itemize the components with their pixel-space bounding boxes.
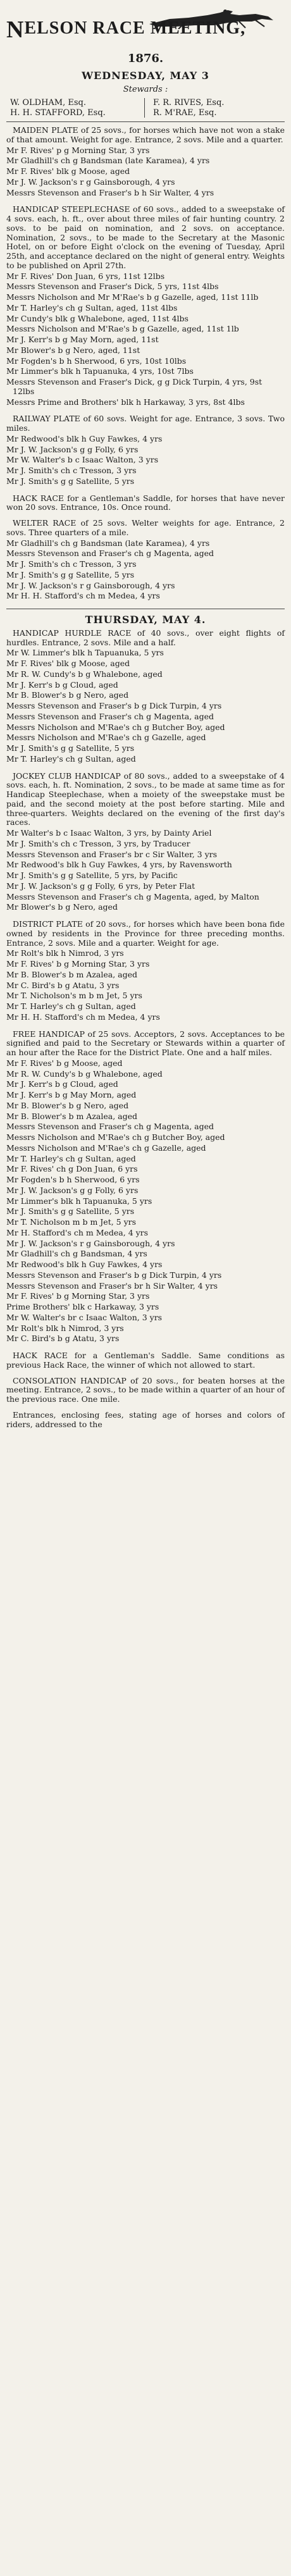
race-description: MAIDEN PLATE of 25 sovs., for horses which have not won a stake of that amount. Weight for age. Entrance, 2 sovs. Mile and a quarter. — [6, 125, 285, 144]
day-heading: WEDNESDAY, MAY 3 — [82, 70, 209, 82]
race-entry: Prime Brothers' blk c Harkaway, 3 yrs — [6, 1302, 159, 1312]
race-entry: Mr J. Smith's g g Satellite, 5 yrs — [6, 743, 135, 753]
race-entry: Mr Blower's b g Nero, aged — [6, 902, 118, 912]
race-section — [6, 629, 285, 765]
race-entry: Messrs Nicholson and M'Rae's ch g Butcher Boy, aged — [6, 722, 225, 732]
race-entry: Messrs Nicholson and M'Rae's ch g Butcher Boy, aged — [6, 1132, 225, 1142]
race-entry: Mr Rolt's blk h Nimrod, 3 yrs — [6, 1323, 124, 1333]
race-entry: Mr J. W. Jackson's g g Folly, 6 yrs — [6, 1185, 139, 1195]
race-entry: Mr H. H. Stafford's ch m Medea, 4 yrs — [6, 591, 160, 601]
race-entry: Mr T. Harley's ch g Sultan, aged — [6, 1001, 136, 1012]
race-entry: Mr J. Kerr's b g Cloud, aged — [6, 679, 118, 690]
race-section — [6, 772, 285, 914]
race-description: HACK RACE for a Gentleman's Saddle. Same conditions as previous Hack Race, the winner of which not allowed to start. — [6, 1351, 285, 1370]
race-entry: Messrs Stevenson and Fraser's Dick, 5 yrs, 11st 4lbs — [6, 282, 219, 292]
race-description: FREE HANDICAP of 25 sovs. Acceptors, 2 sovs. Acceptances to be signified and paid to the Secretary or Stewards within a quarter of an hour after the Race for the District Plate. One and a half miles. — [6, 1029, 285, 1058]
race-section — [6, 126, 285, 199]
stewards-list — [6, 98, 285, 118]
race-entry: Mr J. W. Jackson's r g Gainsborough, 4 yrs — [6, 1238, 175, 1248]
closing-note: Entrances, enclosing fees, stating age of horses and colors of riders, addressed to the — [6, 1409, 285, 1429]
race-entry: Messrs Nicholson and M'Rae's ch g Gazelle, aged — [6, 1142, 206, 1153]
race-entry: Mr Rolt's blk h Nimrod, 3 yrs — [6, 948, 124, 958]
race-entry: Mr J. Smith's ch c Tresson, 3 yrs — [6, 466, 137, 476]
stewards-divider — [144, 98, 149, 118]
race-entry: Mr Cundy's blk g Whalebone, aged, 11st 4lbs — [6, 313, 189, 323]
race-entry: Mr C. Bird's b g Atatu, 3 yrs — [6, 1334, 120, 1344]
race-entry: Mr J. Smith's g g Satellite, 5 yrs, by Pacific — [6, 870, 178, 881]
race-entry: Mr Gladhill's ch g Bandsman, 4 yrs — [6, 1249, 147, 1259]
race-section — [6, 1030, 285, 1346]
race-entry: Mr J. Smith's ch c Tresson, 3 yrs, by Traducer — [6, 838, 190, 848]
race-section — [6, 1377, 285, 1404]
race-description: HACK RACE for a Gentleman's Saddle, for horses that have never won 20 sovs. Entrance, 10s. Once round. — [6, 493, 285, 512]
race-entry: Messrs Stevenson and Fraser's b h Sir Walter, 4 yrs — [6, 187, 214, 197]
race-description: CONSOLATION HANDICAP of 20 sovs., for beaten horses at the meeting. Entrance, 2 sovs., to be made within a quarter of an hour of the previous race. One mile. — [6, 1375, 285, 1404]
race-section — [6, 920, 285, 1024]
race-entry: Mr F. Rives' b g Morning Star, 3 yrs — [6, 959, 150, 969]
race-description: DISTRICT PLATE of 20 sovs., for horses which have been bona fide owned by residents in the Province for three preceding months. Entrance, 2 sovs. Mile and a quarter. Weight for age. — [6, 919, 285, 948]
race-entry: Mr Limmer's blk h Tapuanuka, 5 yrs — [6, 1196, 152, 1206]
race-entry: Mr R. W. Cundy's b g Whalebone, aged — [6, 669, 163, 679]
race-entry: Mr T. Harley's ch g Sultan, aged — [6, 753, 136, 764]
race-entry: Mr J. W. Jackson's g g Folly, 6 yrs — [6, 444, 139, 454]
race-entry: Mr C. Bird's b g Atatu, 3 yrs — [6, 980, 120, 990]
day-heading: THURSDAY, MAY 4. — [85, 614, 206, 626]
race-entry: Mr F. Rives' b g Morning Star, 3 yrs — [6, 1291, 150, 1301]
race-description: HANDICAP HURDLE RACE of 40 sovs., over eight flights of hurdles. Entrance, 2 sovs. Mile and a half. — [6, 628, 285, 647]
race-entry: Mr Redwood's blk h Guy Fawkes, 4 yrs, by Ravensworth — [6, 860, 232, 870]
stewards-heading: Stewards : — [123, 85, 168, 95]
race-entry: Mr T. Harley's ch g Sultan, aged, 11st 4lbs — [6, 302, 178, 313]
race-description: HANDICAP STEEPLECHASE of 60 sovs., added to a sweepstake of 4 sovs. each, h. ft., over about three miles of fair hunting country. 2 sovs. to be paid on nomination, and 2 sovs. on acceptance. Nomination, 2 sovs., to be made to the Secretary at the Masonic Hotel, on or before Eight o'clock on the evening of Tuesday, April 25th, and acceptance declared on the night of general entry. Weights to be published on April 27th. — [6, 204, 285, 270]
race-description: RAILWAY PLATE of 60 sovs. Weight for age. Entrance, 3 sovs. Two miles. — [6, 414, 285, 433]
race-entry: Mr Blower's b g Nero, aged, 11st — [6, 345, 140, 355]
race-entry: Mr T. Harley's ch g Sultan, aged — [6, 1153, 136, 1163]
race-entry: Mr J. W. Jackson's g g Folly, 6 yrs, by Peter Flat — [6, 881, 195, 891]
race-entry: Mr Fogden's b h Sherwood, 6 yrs, 10st 10lbs — [6, 356, 187, 366]
race-entry: Mr Redwood's blk h Guy Fawkes, 4 yrs — [6, 433, 163, 443]
race-entry: Mr H. Stafford's ch m Medea, 4 yrs — [6, 1227, 149, 1237]
race-entry: Messrs Stevenson and Fraser's br c Sir Walter, 3 yrs — [6, 849, 218, 859]
steward-name: R. M'RAE, Esq. — [153, 108, 217, 118]
race-entry: Messrs Stevenson and Fraser's b g Dick Turpin, 4 yrs — [6, 701, 222, 711]
race-entry: Mr Gladhill's ch g Bandsman (late Karamea), 4 yrs — [6, 156, 210, 166]
stewards-left — [6, 98, 142, 118]
title-text: ELSON RACE MEETING, — [24, 18, 246, 38]
race-entry: Mr F. Rives' blk g Moose, aged — [6, 659, 130, 669]
masthead — [6, 6, 285, 51]
race-card-page — [6, 0, 285, 1429]
race-entry: Mr F. Rives' Don Juan, 6 yrs, 11st 12lbs — [6, 271, 165, 281]
race-entry: Mr J. Smith's g g Satellite, 5 yrs — [6, 569, 135, 579]
race-entry: Mr R. W. Cundy's b g Whalebone, aged — [6, 1068, 163, 1079]
race-section — [6, 414, 285, 487]
race-description: WELTER RACE of 25 sovs. Welter weights for age. Entrance, 2 sovs. Three quarters of a mile. — [6, 518, 285, 537]
race-entry: Messrs Nicholson and M'Rae's ch g Gazelle, aged — [6, 733, 206, 743]
race-section — [6, 519, 285, 602]
race-entry: Mr J. Kerr's b g May Morn, aged — [6, 1090, 137, 1100]
race-entry: Mr Walter's b c Isaac Walton, 3 yrs, by Dainty Ariel — [6, 828, 212, 838]
race-entry: Mr Gladhill's ch g Bandsman (late Karamea), 4 yrs — [6, 538, 210, 548]
race-entry: Messrs Stevenson and Fraser's ch g Magenta, aged, by Malton — [6, 891, 259, 901]
race-section — [6, 205, 285, 408]
meeting-year: 1876. — [127, 52, 164, 65]
race-entry: Mr F. Rives' p g Morning Star, 3 yrs — [6, 145, 150, 155]
divider — [6, 121, 285, 122]
steward-name: W. OLDHAM, Esq. — [10, 98, 86, 108]
day1-races — [6, 126, 285, 602]
race-entry: Mr B. Blower's b g Nero, aged — [6, 1100, 129, 1110]
race-entry: Mr T. Nicholson's m b m Jet, 5 yrs — [6, 991, 142, 1001]
race-section — [6, 494, 285, 513]
race-entry: Messrs Stevenson and Fraser's ch g Magenta, aged — [6, 1122, 214, 1132]
steward-name: H. H. STAFFORD, Esq. — [10, 108, 106, 118]
title-initial: N — [6, 16, 25, 43]
steward-name: F. R. RIVES, Esq. — [153, 98, 225, 108]
race-entry: Mr Redwood's blk h Guy Fawkes, 4 yrs — [6, 1260, 163, 1270]
race-entry: Mr Limmer's blk h Tapuanuka, 4 yrs, 10st 7lbs — [6, 366, 194, 376]
race-entry: Mr J. Kerr's b g May Morn, aged, 11st — [6, 335, 159, 345]
race-entry: Mr J. Kerr's b g Cloud, aged — [6, 1079, 118, 1089]
race-entry: Mr B. Blower's b m Azalea, aged — [6, 1111, 138, 1121]
race-entry: Mr B. Blower's b m Azalea, aged — [6, 969, 138, 979]
race-entry: Mr J. Smith's g g Satellite, 5 yrs — [6, 476, 135, 486]
race-entry: Messrs Stevenson and Fraser's ch g Magenta, aged — [6, 548, 214, 559]
race-entry: Mr W. Walter's br c Isaac Walton, 3 yrs — [6, 1312, 163, 1322]
race-entry: Mr W. Walter's b c Isaac Walton, 3 yrs — [6, 455, 159, 465]
day2-races — [6, 629, 285, 1404]
race-entry: Mr J. Smith's ch c Tresson, 3 yrs — [6, 559, 137, 569]
race-entry: Messrs Stevenson and Fraser's br h Sir Walter, 4 yrs — [6, 1280, 218, 1291]
race-section — [6, 1351, 285, 1370]
race-entry: Messrs Stevenson and Fraser's ch g Magenta, aged — [6, 711, 214, 721]
race-entry: Messrs Prime and Brothers' blk h Harkaway, 3 yrs, 8st 4lbs — [6, 397, 245, 407]
race-entry: Mr F. Rives' blk g Moose, aged — [6, 166, 130, 176]
race-entry: Messrs Stevenson and Fraser's b g Dick Turpin, 4 yrs — [6, 1270, 222, 1280]
race-entry: Mr J. W. Jackson's r g Gainsborough, 4 yrs — [6, 176, 175, 187]
race-entry: Messrs Stevenson and Fraser's Dick, g g Dick Turpin, 4 yrs, 9st 12lbs — [6, 377, 263, 396]
race-entry: Messrs Nicholson and M'Rae's b g Gazelle, aged, 11st 1lb — [6, 324, 239, 334]
race-description: JOCKEY CLUB HANDICAP of 80 sovs., added to a sweepstake of 4 sovs. each, h. ft. Nomination, 2 sovs., to be made at same time as for Handicap Steeplechase, when a moiety of the sweepstake must be paid, and the second moiety at the post before starting. Mile and three-quarters. Weights declared on the evening of the first day's races. — [6, 771, 285, 827]
race-entry: Mr W. Limmer's blk h Tapuanuka, 5 yrs — [6, 648, 164, 658]
race-entry: Mr B. Blower's b g Nero, aged — [6, 690, 129, 700]
race-entry: Mr Fogden's b h Sherwood, 6 yrs — [6, 1175, 140, 1185]
race-entry: Mr H. H. Stafford's ch m Medea, 4 yrs — [6, 1012, 160, 1022]
race-entry: Messrs Nicholson and Mr M'Rae's b g Gazelle, aged, 11st 11lb — [6, 292, 259, 302]
stewards-right — [149, 98, 285, 118]
page-title — [6, 18, 285, 42]
race-entry: Mr J. Smith's g g Satellite, 5 yrs — [6, 1206, 135, 1217]
race-entry: Mr J. W. Jackson's r g Gainsborough, 4 yrs — [6, 580, 175, 590]
race-entry: Mr F. Rives' b g Moose, aged — [6, 1058, 123, 1068]
race-entry: Mr F. Rives' ch g Don Juan, 6 yrs — [6, 1164, 138, 1174]
race-entry: Mr T. Nicholson m b m Jet, 5 yrs — [6, 1217, 137, 1227]
